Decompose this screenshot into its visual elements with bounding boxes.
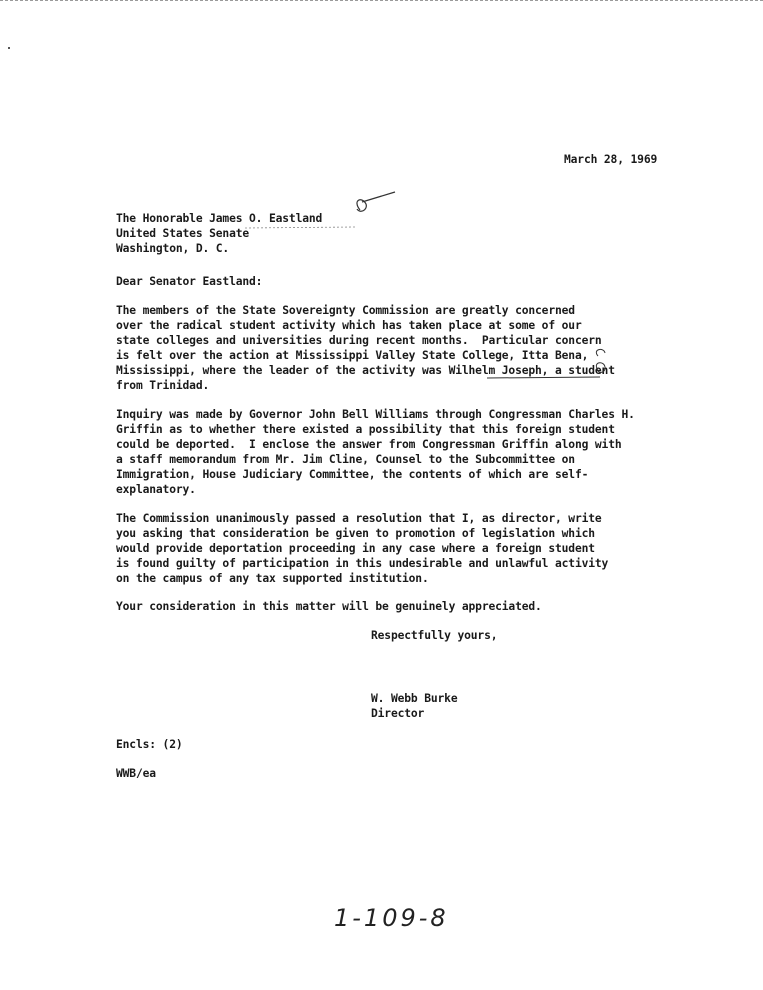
paragraph-3-line: on the campus of any tax supported institution. [116, 572, 429, 585]
paragraph-2-line: explanatory. [116, 483, 196, 496]
loop-mark-icon [596, 363, 605, 373]
paragraph-2-line: Immigration, House Judiciary Committee, the contents of which are self- [116, 468, 589, 481]
paragraph-1-line: state colleges and universities during recent months. Particular concern [116, 334, 602, 347]
paragraph-1-line: The members of the State Sovereignty Commission are greatly concerned [116, 304, 575, 317]
handwritten-file-number: 1-109-8 [334, 904, 449, 932]
signer-name: W. Webb Burke [371, 692, 458, 705]
closing: Respectfully yours, [371, 629, 498, 642]
addressee-line-name: The Honorable James O. Eastland [116, 212, 323, 225]
paragraph-1-line: Mississippi, where the leader of the activity was Wilhelm Joseph, a student [116, 364, 615, 377]
paragraph-3-line: is found guilty of participation in this undesirable and unlawful activity [116, 557, 609, 570]
paragraph-3-line: The Commission unanimously passed a resolution that I, as director, write [116, 512, 602, 525]
paragraph-2-line: a staff memorandum from Mr. Jim Cline, Counsel to the Subcommittee on [116, 453, 575, 466]
salutation: Dear Senator Eastland: [116, 275, 263, 288]
addressee-line-senate: United States Senate [116, 227, 250, 240]
check-mark-icon [357, 192, 395, 211]
paragraph-3-line: you asking that consideration be given to promotion of legislation which [116, 527, 595, 540]
underline-mark-icon [487, 377, 600, 378]
paragraph-2-line: Inquiry was made by Governor John Bell Williams through Congressman Charles H. [116, 408, 635, 421]
paragraph-1-line: is felt over the action at Mississippi Valley State College, Itta Bena, [116, 349, 589, 362]
paragraph-1-line: from Trinidad. [116, 379, 210, 392]
paragraph-2-line: could be deported. I enclose the answer from Congressman Griffin along with [116, 438, 622, 451]
enclosures: Encls: (2) [116, 738, 183, 751]
loop-mark-icon [596, 349, 605, 356]
addressee-line-city: Washington, D. C. [116, 242, 230, 255]
underline-mark-icon [245, 227, 355, 228]
initials: WWB/ea [116, 767, 156, 780]
paragraph-3-line: would provide deportation proceeding in any case where a foreign student [116, 542, 595, 555]
signer-title: Director [371, 707, 425, 720]
paragraph-4: Your consideration in this matter will be genuinely appreciated. [116, 600, 542, 613]
paragraph-1-line: over the radical student activity which has taken place at some of our [116, 319, 582, 332]
letter-date: March 28, 1969 [564, 153, 658, 166]
paragraph-2-line: Griffin as to whether there existed a possibility that this foreign student [116, 423, 615, 436]
